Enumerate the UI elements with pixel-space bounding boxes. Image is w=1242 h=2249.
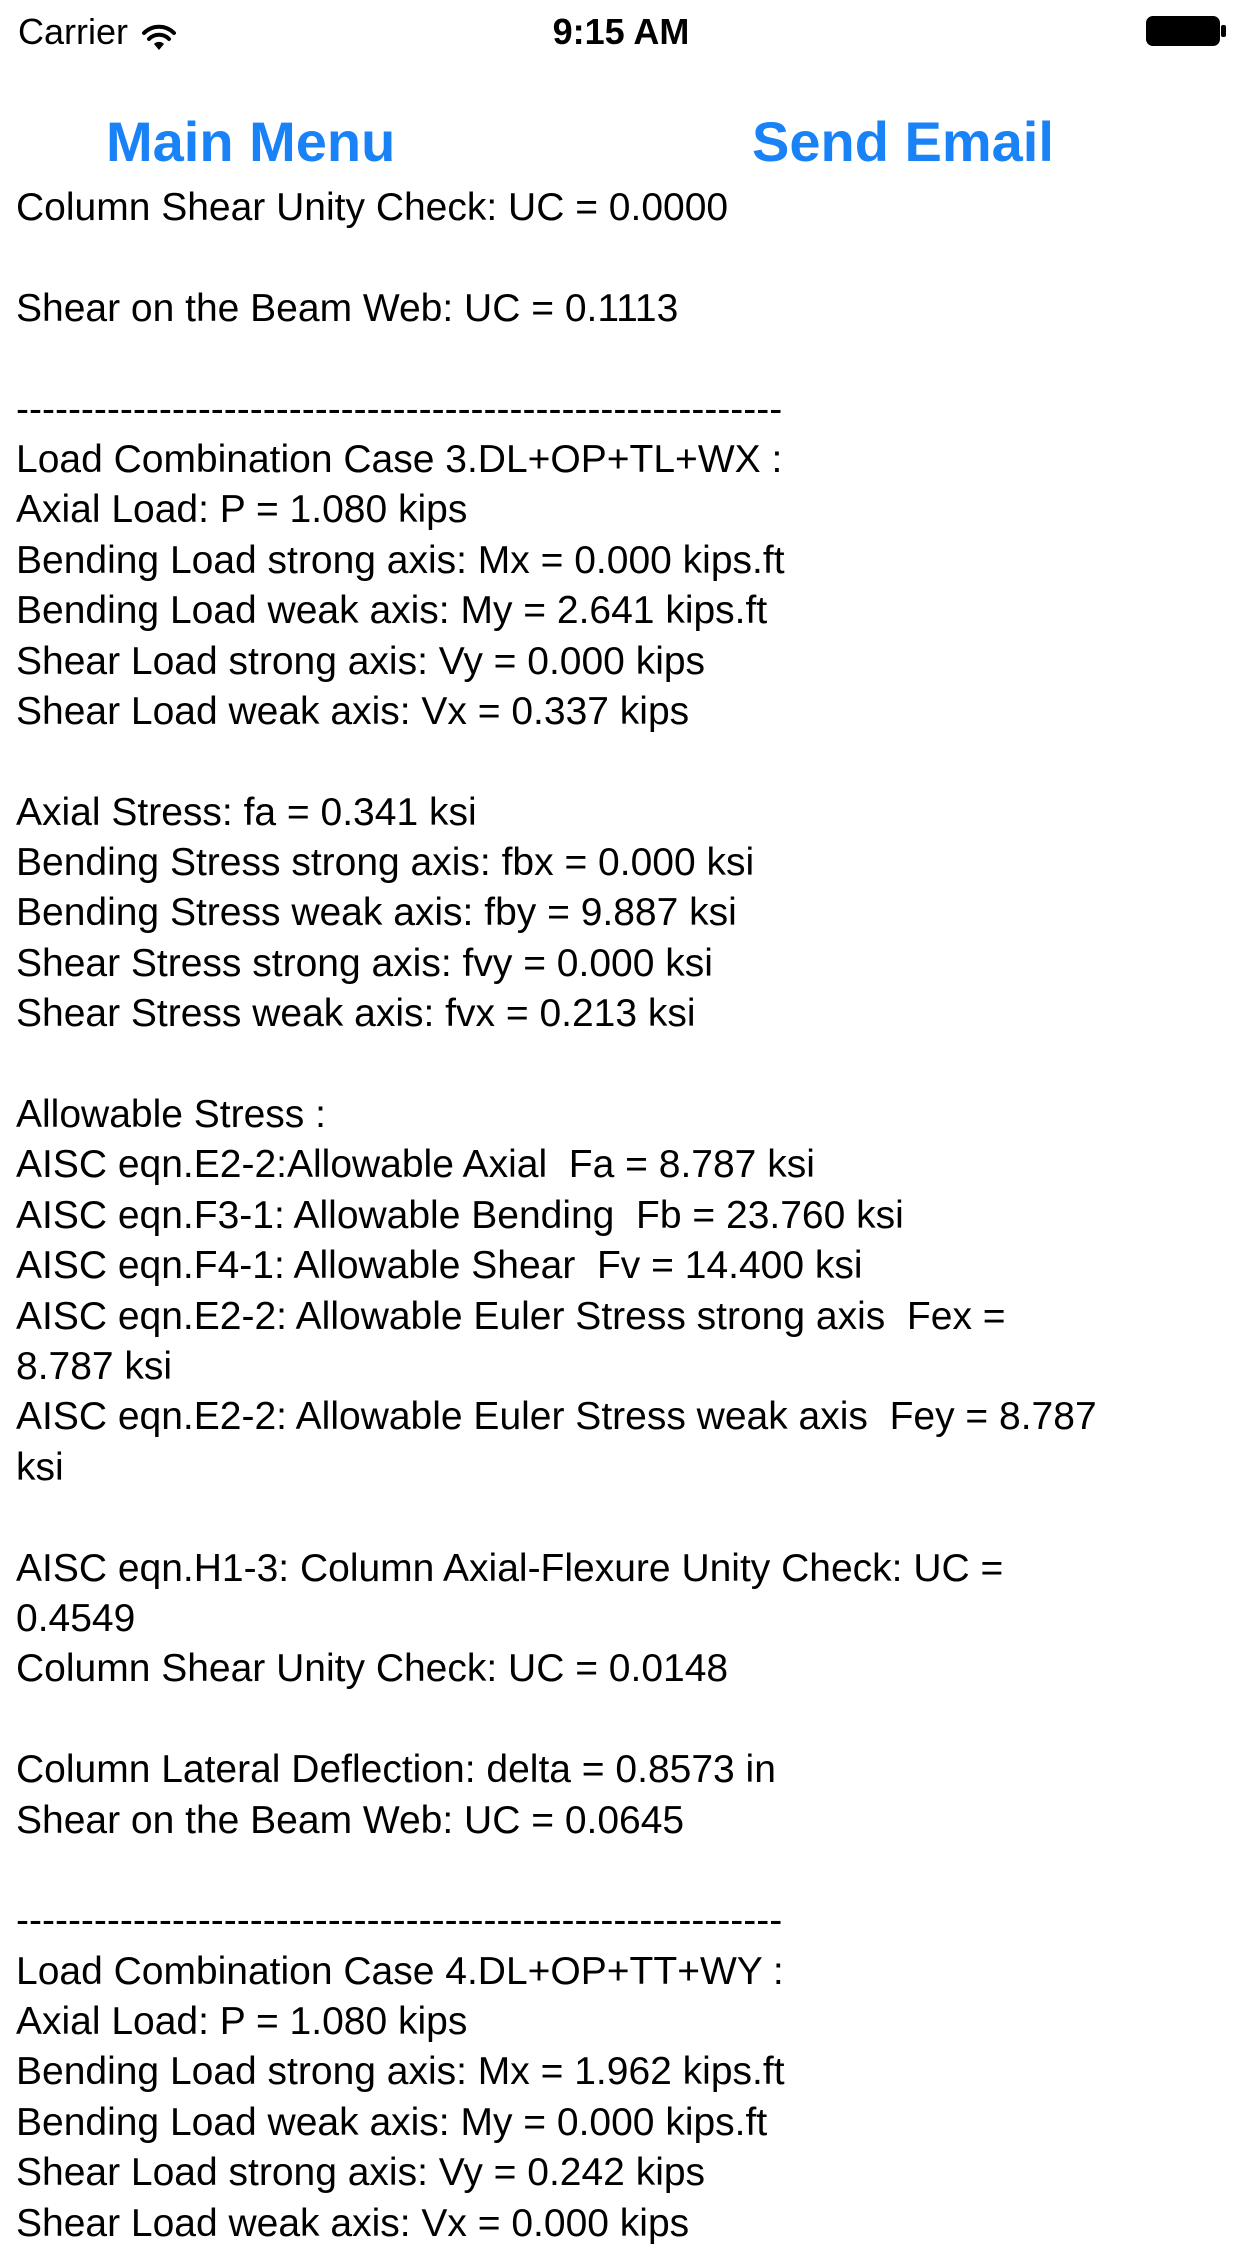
report-line: Shear on the Beam Web: UC = 0.0645	[16, 1798, 685, 1842]
report-line: 8.787 ksi	[16, 1344, 173, 1388]
report-line: Shear Stress strong axis: fvy = 0.000 ksi	[16, 941, 713, 985]
blank-line	[16, 1695, 1221, 1745]
report-line: AISC eqn.E2-2: Allowable Euler Stress strong axis Fex =	[16, 1294, 1006, 1338]
report-line: ksi	[16, 1445, 64, 1489]
report-line: Column Shear Unity Check: UC = 0.0000	[16, 186, 729, 229]
report-line: Allowable Stress :	[16, 1093, 326, 1137]
blank-line	[16, 334, 1221, 384]
battery-icon	[1146, 16, 1228, 46]
report-line: AISC eqn.F4-1: Allowable Shear Fv = 14.400 ksi	[16, 1244, 863, 1288]
report-line: Bending Stress weak axis: fby = 9.887 ksi	[16, 891, 737, 935]
report-line: Shear on the Beam Web: UC = 0.1113	[16, 286, 679, 330]
report-line: 0.4549	[16, 1596, 136, 1640]
blank-line	[16, 1493, 1221, 1543]
carrier-label: Carrier	[18, 11, 129, 52]
report-line: Shear Load strong axis: Vy = 0.242 kips	[16, 2151, 706, 2195]
report-line: AISC eqn.H1-3: Column Axial-Flexure Unity Check: UC =	[16, 1546, 1004, 1590]
report-line: Axial Load: P = 1.080 kips	[16, 2000, 468, 2044]
report-line: Bending Load strong axis: Mx = 0.000 kips.ft	[16, 538, 785, 582]
send-email-button[interactable]: Send Email	[752, 110, 1054, 173]
report-line: Column Lateral Deflection: delta = 0.8573 in	[16, 1748, 776, 1792]
report-line: Bending Load weak axis: My = 0.000 kips.ft	[16, 2100, 768, 2144]
report-text-view[interactable]	[16, 183, 1221, 2245]
report-line: Bending Load strong axis: Mx = 1.962 kips.ft	[16, 2050, 785, 2094]
blank-line	[16, 233, 1221, 283]
blank-line	[16, 1846, 1221, 1896]
report-line: Shear Stress weak axis: fvx = 0.213 ksi	[16, 992, 696, 1036]
report-line: Axial Stress: fa = 0.341 ksi	[16, 790, 477, 834]
blank-line	[16, 737, 1221, 787]
report-line: Shear Load weak axis: Vx = 0.337 kips	[16, 689, 690, 733]
status-time: 9:15 AM	[552, 11, 690, 52]
report-line: Shear Load strong axis: Vy = 0.000 kips	[16, 639, 706, 683]
report-line: AISC eqn.E2-2: Allowable Euler Stress weak axis Fey = 8.787	[16, 1395, 1097, 1439]
report-line: Axial Load: P = 1.080 kips	[16, 488, 468, 532]
separator-line: -----------------------------------------------------------	[16, 1899, 783, 1943]
report-line: Bending Stress strong axis: fbx = 0.000 ksi	[16, 841, 755, 885]
report-line: AISC eqn.E2-2:Allowable Axial Fa = 8.787 ksi	[16, 1143, 815, 1187]
report-line: AISC eqn.F3-1: Allowable Bending Fb = 23.760 ksi	[16, 1193, 904, 1237]
report-line: Column Shear Unity Check: UC = 0.0148	[16, 1647, 729, 1691]
blank-line	[16, 1040, 1221, 1090]
main-menu-button[interactable]: Main Menu	[106, 110, 396, 173]
report-line: Shear Load weak axis: Vx = 0.000 kips	[16, 2201, 690, 2245]
status-bar	[0, 0, 1242, 60]
report-line: Bending Load weak axis: My = 2.641 kips.ft	[16, 589, 768, 633]
report-line: Load Combination Case 3.DL+OP+TL+WX :	[16, 437, 783, 481]
separator-line: -----------------------------------------------------------	[16, 387, 783, 431]
report-line: Load Combination Case 4.DL+OP+TT+WY :	[16, 1949, 784, 1993]
